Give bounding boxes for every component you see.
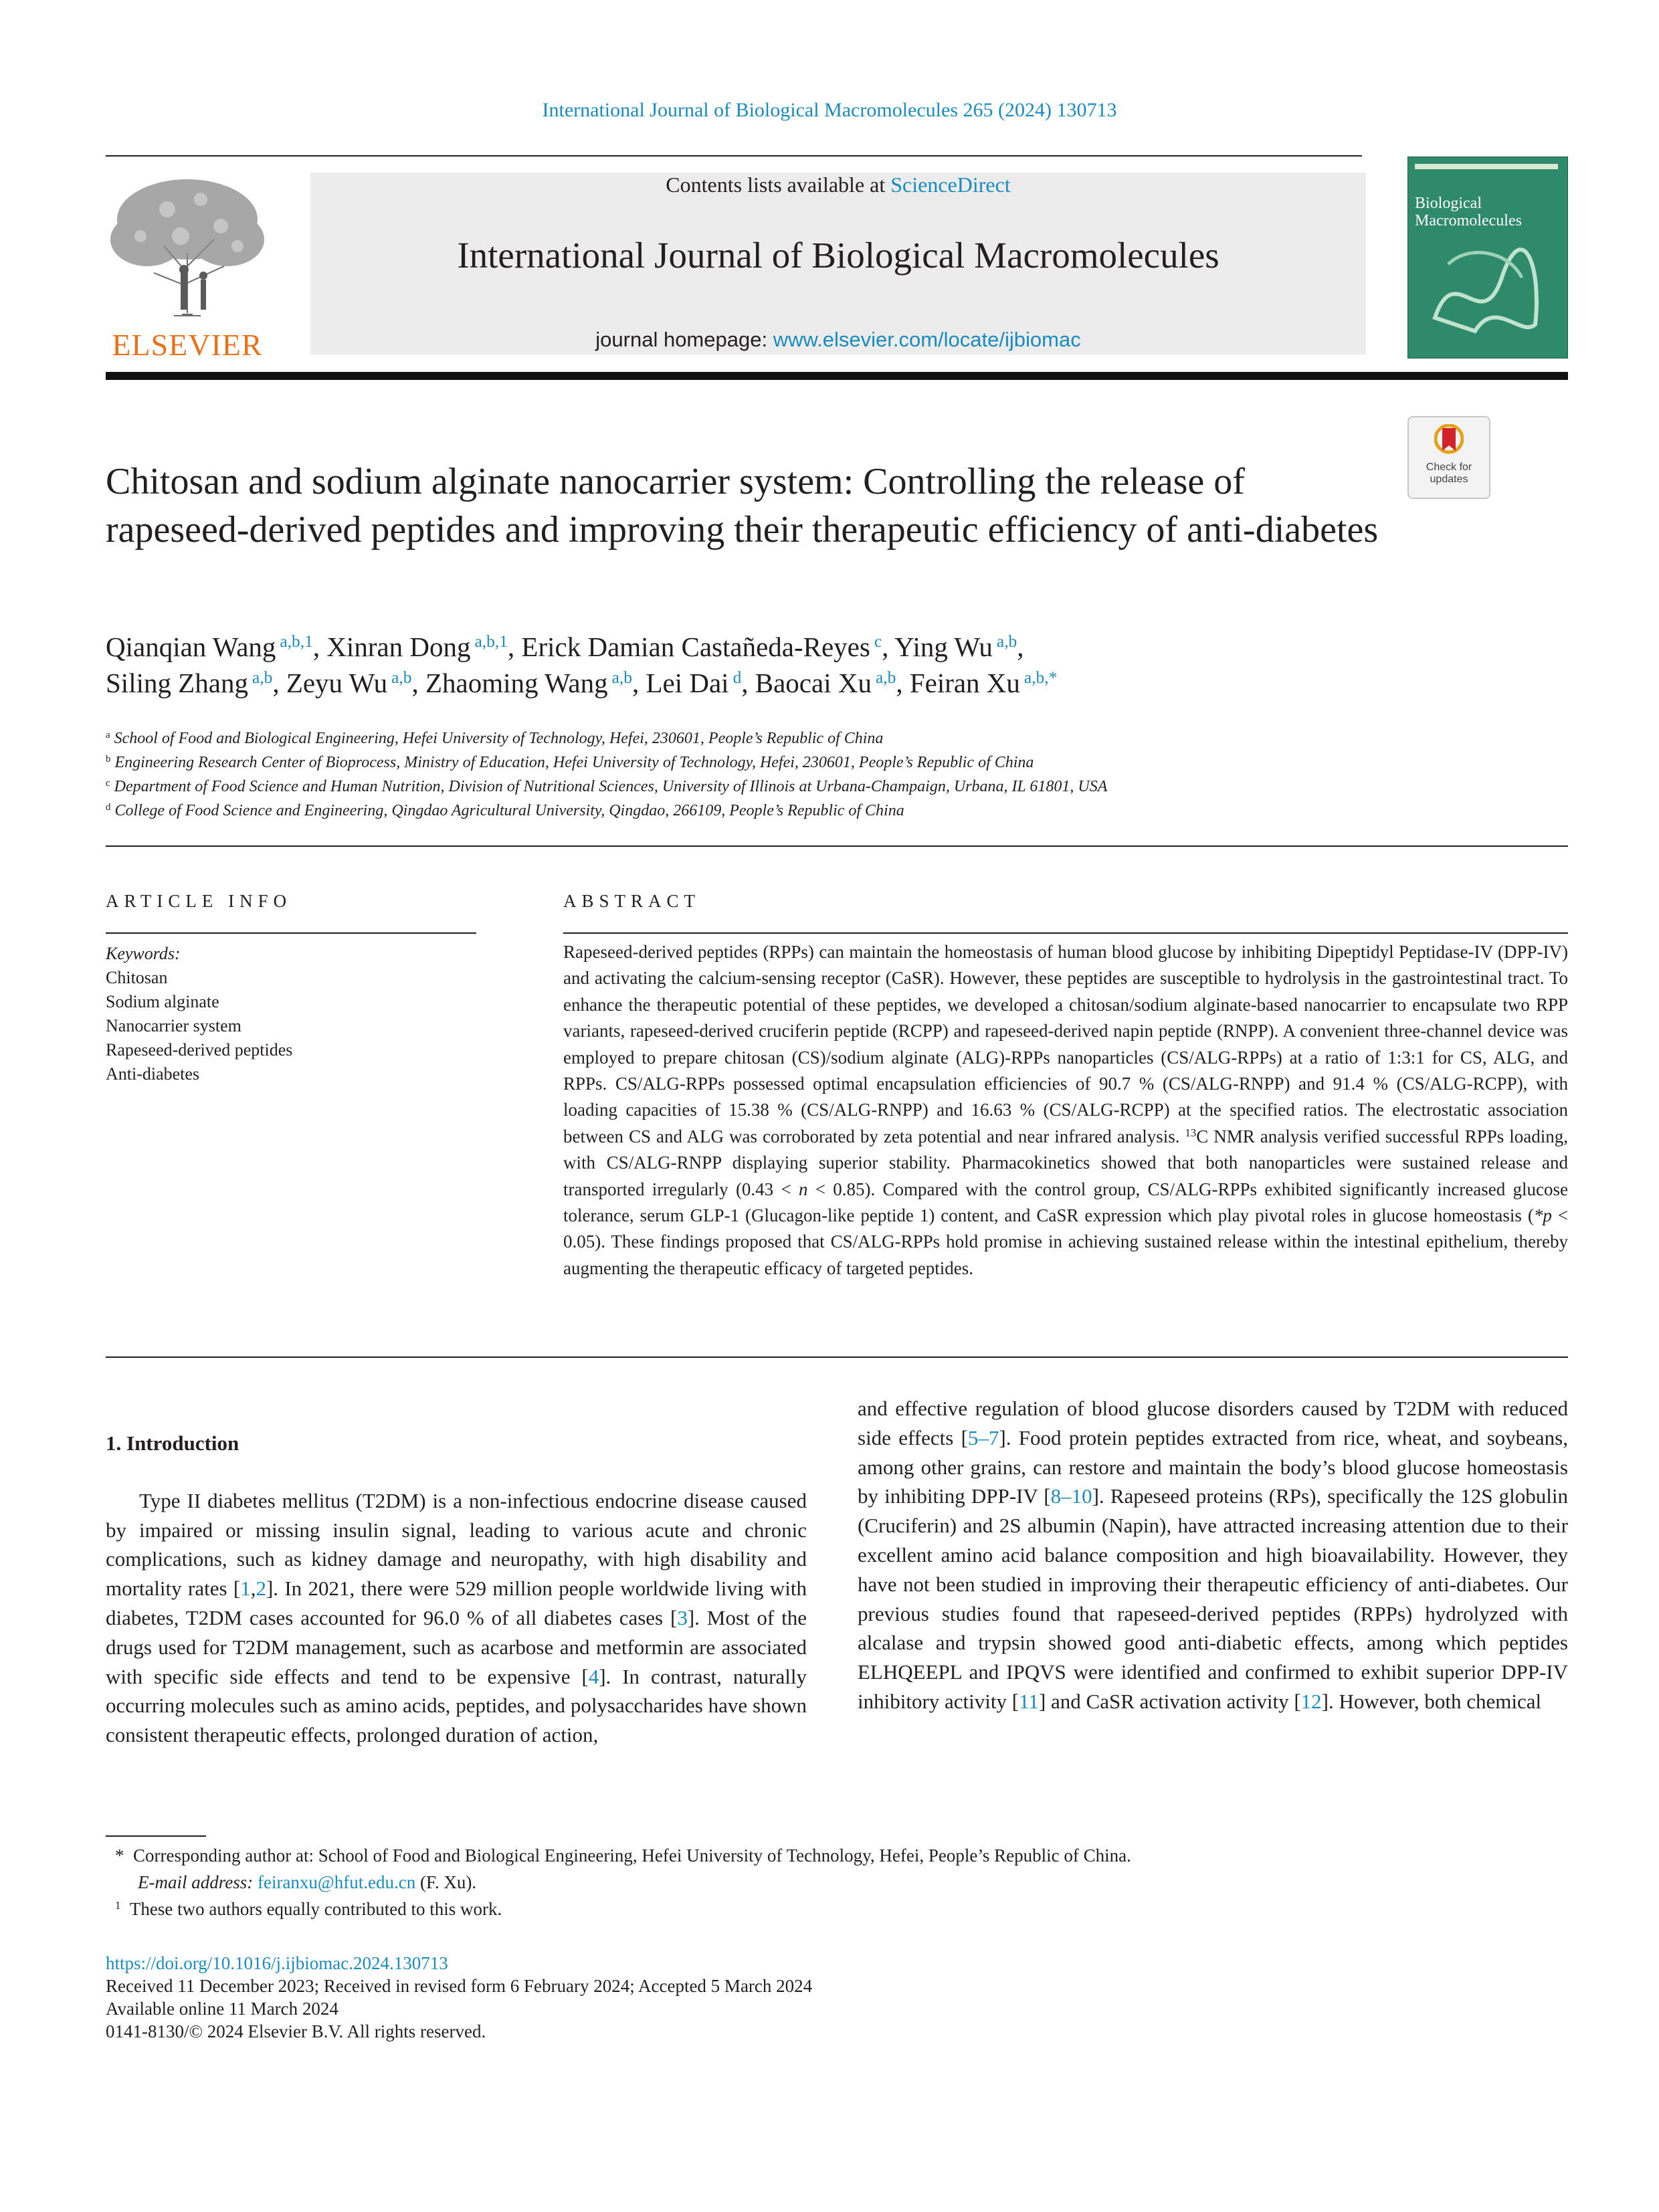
check-updates-line2: updates [1430, 474, 1468, 485]
author-name: Zeyu Wu [286, 668, 388, 698]
author-affiliation-marks[interactable]: a,b [875, 668, 896, 688]
author-name: Lei Dai [646, 668, 729, 698]
elsevier-logo[interactable] [100, 173, 274, 363]
footnotes [106, 1842, 1564, 1922]
abstract-heading: ABSTRACT [563, 891, 701, 911]
author[interactable] [910, 668, 1058, 698]
footnote-text: These two authors equally contributed to this work. [129, 1899, 502, 1919]
text-run: ]. In contrast, naturally occurring molecules such as amino acids, peptides, and polysaccharides have shown consistent therapeutic effects, prolonged duration of action, [106, 1664, 807, 1747]
footnote-rule [106, 1835, 206, 1837]
affiliation-item [106, 750, 1564, 775]
p-symbol: *p [1533, 1205, 1552, 1226]
author[interactable] [106, 668, 286, 698]
cover-protein-graphic [1422, 237, 1555, 344]
journal-title: International Journal of Biological Macromolecules [457, 235, 1219, 276]
author-affiliation-marks[interactable]: a,b [391, 668, 412, 688]
author-list [106, 629, 1564, 701]
citation-link[interactable]: 8–10 [1050, 1484, 1092, 1508]
journal-homepage-line [310, 328, 1366, 352]
affiliation-item [106, 726, 1564, 750]
author-name: Zhaoming Wang [425, 668, 608, 698]
equal-contribution-footnote [106, 1896, 1564, 1922]
abstract-bottom-rule [106, 1356, 1568, 1358]
affiliation-label: a [106, 729, 110, 740]
affiliation-list [106, 726, 1564, 823]
affiliation-text: School of Food and Biological Engineering, Hefei University of Technology, Hefei, 230601, People’s Republic of China [114, 730, 884, 747]
header-thick-rule [106, 372, 1568, 380]
author[interactable] [755, 668, 910, 698]
keywords-block [106, 942, 480, 1086]
text-run: and effective regulation of blood glucose disorders caused by T2DM with reduced side effects [ [858, 1397, 1568, 1449]
publication-info [106, 1952, 1564, 2043]
author-affiliation-marks[interactable]: a,b [611, 668, 632, 688]
text-run: , [250, 1577, 256, 1601]
doi-link[interactable]: https://doi.org/10.1016/j.ijbiomac.2024.130713 [106, 1953, 448, 1973]
check-for-updates-button[interactable] [1407, 416, 1490, 499]
keyword-item: Nanocarrier system [106, 1016, 241, 1035]
author-name: Feiran Xu [909, 668, 1020, 698]
author-name: Ying Wu [894, 631, 993, 662]
journal-cover-thumbnail[interactable] [1407, 157, 1568, 359]
received-dates: Received 11 December 2023; Received in revised form 6 February 2024; Accepted 5 March 2024 [106, 1976, 813, 1996]
sciencedirect-link[interactable]: ScienceDirect [890, 173, 1011, 197]
footnote-mark: * [115, 1845, 124, 1866]
text-run: ]. However, both chemical [1321, 1689, 1542, 1713]
affiliation-item [106, 775, 1564, 799]
citation-link[interactable]: 11 [1019, 1689, 1039, 1713]
author[interactable] [286, 668, 425, 698]
author-separator: , [312, 631, 327, 662]
affiliation-text: Engineering Research Center of Bioprocess, Ministry of Education, Hefei University of Technology, Hefei, 230601, People’s Republic of China [114, 754, 1034, 771]
email-link[interactable]: feiranxu@hfut.edu.cn [257, 1872, 416, 1892]
paper-title: Chitosan and sodium alginate nanocarrier system: Controlling the release of rapeseed-derived peptides and improving their therapeutic efficiency of anti-diabetes [106, 461, 1379, 550]
text-run: ]. Most of the drugs used for T2DM management, such as acarbose and metformin are associated with specific side effects and tend to be expensive [ [106, 1605, 807, 1688]
author-separator: , [272, 668, 286, 698]
citation-link[interactable]: 5–7 [967, 1425, 999, 1449]
author[interactable] [326, 631, 521, 662]
n-symbol: n [798, 1179, 808, 1199]
keyword-item: Rapeseed-derived peptides [106, 1040, 293, 1060]
author-separator: , [1017, 631, 1024, 662]
author-separator: , [411, 668, 425, 698]
author-separator: , [741, 668, 755, 698]
bookmark-icon [1434, 424, 1464, 459]
citation-link[interactable]: 1 [240, 1577, 251, 1601]
journal-homepage-link[interactable]: www.elsevier.com/locate/ijbiomac [773, 328, 1081, 351]
author-separator: , [631, 668, 646, 698]
author-affiliation-marks[interactable]: a,b [252, 668, 273, 688]
author-affiliation-marks[interactable]: a,b [996, 632, 1017, 651]
isotope-superscript: 13 [1185, 1126, 1197, 1139]
article-info-rule [106, 932, 476, 934]
text-run: ]. In 2021, there were 529 million people worldwide living with diabetes, T2DM cases accounted for 96.0 % of all diabetes cases [ [106, 1577, 807, 1629]
author[interactable] [106, 631, 326, 662]
cover-title: Biological Macromolecules [1415, 195, 1522, 229]
author-separator: , [882, 631, 895, 662]
contents-line [310, 173, 1366, 197]
contents-prefix: Contents lists available at [666, 173, 891, 197]
text-run: ]. Rapeseed proteins (RPs), specifically the 12S globulin (Cruciferin) and 2S albumin (Napin), have attracted increasing attention due to their excellent amino acid balance composition and high bioavailability. However, they have not been studied in improving their therapeutic efficiency of anti-diabetes. Our previous studies found that rapeseed-derived peptides (RPPs) hydrolyzed with alcalase and trypsin showed good anti-diabetic effects, among which peptides ELHQEEPL and IPQVS were identified and confirmed to exhibit superior DPP-IV inhibitory activity [ [858, 1484, 1568, 1713]
keyword-item: Chitosan [106, 968, 168, 987]
author[interactable] [894, 631, 1023, 662]
abstract-part: Rapeseed-derived peptides (RPPs) can maintain the homeostasis of human blood glucose by inhibiting Dipeptidyl Peptidase-IV (DPP-IV) and activating the calcium-sensing receptor (CaSR). However, these peptides are susceptible to hydrolysis in the gastrointestinal tract. To enhance the therapeutic potential of these peptides, we developed a chitosan/sodium alginate-based nanocarrier to encapsulate two RPP variants, rapeseed-derived cruciferin peptide (RCPP) and rapeseed-derived napin peptide (RNPP). A convenient three-channel device was employed to prepare chitosan (CS)/sodium alginate (ALG)-RPPs nanoparticles (CS/ALG-RPPs) at a ratio of 1:3:1 for CS, ALG, and RPPs. CS/ALG-RPPs possessed optimal encapsulation efficiencies of 90.7 % (CS/ALG-RNPP) and 91.4 % (CS/ALG-RCPP), with loading capacities of 15.38 % (CS/ALG-RNPP) and 16.63 % (CS/ALG-RCPP) at the specified ratios. The electrostatic association between CS and ALG was corroborated by zeta potential and near infrared analysis. [563, 942, 1568, 1146]
author[interactable] [646, 668, 755, 698]
affiliation-rule [106, 845, 1568, 847]
keyword-item: Anti-diabetes [106, 1064, 200, 1084]
abstract-text [563, 939, 1568, 1282]
affiliation-label: b [106, 753, 111, 765]
homepage-prefix: journal homepage: [595, 328, 773, 351]
intro-paragraph-1 [106, 1486, 807, 1750]
keyword-item: Sodium alginate [106, 992, 219, 1011]
citation-link[interactable]: 12 [1300, 1689, 1322, 1713]
abstract-rule [563, 932, 1568, 934]
author-affiliation-marks[interactable]: a,b,1 [474, 632, 508, 651]
author-name: Xinran Dong [326, 631, 471, 662]
author[interactable] [521, 631, 894, 662]
copyright-line: 0141-8130/© 2024 Elsevier B.V. All rights reserved. [106, 2021, 486, 2041]
header-rule [106, 155, 1362, 157]
author-name: Siling Zhang [106, 668, 248, 698]
affiliation-text: Department of Food Science and Human Nutrition, Division of Nutritional Sciences, University of Illinois at Urbana-Champaign, Urbana, IL 61801, USA [114, 778, 1108, 795]
author-affiliation-marks[interactable]: c [874, 632, 882, 651]
author-name: Baocai Xu [755, 668, 872, 698]
article-info-heading: ARTICLE INFO [106, 891, 292, 911]
corresponding-footnote [106, 1842, 1564, 1869]
abstract-part: C NMR analysis verified successful RPPs loading, with CS/ALG-RNPP displaying superior stability. Pharmacokinetics showed that both nanoparticles were sustained release and transported irregularly (0.43 < [563, 1126, 1568, 1199]
footnote-text: Corresponding author at: School of Food and Biological Engineering, Hefei University of Technology, Hefei, People’s Republic of China. [133, 1845, 1131, 1866]
text-run: Type II diabetes mellitus (T2DM) is a non-infectious endocrine disease caused by impaired or missing insulin signal, leading to various acute and chronic complications, such as kidney damage and neuropathy, with high disability and mortality rates [ [106, 1488, 807, 1601]
text-run: ]. Food protein peptides extracted from rice, wheat, and soybeans, among other grains, can restore and maintain the body’s blood glucose homeostasis by inhibiting DPP-IV [ [858, 1425, 1568, 1508]
elsevier-wordmark: ELSEVIER [112, 328, 263, 362]
citation-link[interactable]: 4 [588, 1664, 599, 1688]
check-updates-line1: Check for [1426, 462, 1472, 473]
author-affiliation-marks[interactable]: a,b,* [1023, 668, 1058, 688]
email-footnote [106, 1869, 1564, 1896]
abstract-part: < 0.85). Compared with the control group, CS/ALG-RPPs exhibited significantly increased glucose tolerance, serum GLP-1 (Glucagon-like peptide 1) content, and CaSR expression which play pivotal roles in glucose homeostasis ( [563, 1179, 1568, 1226]
author-separator: , [507, 631, 522, 662]
author[interactable] [425, 668, 646, 698]
abstract-part: < 0.05). These findings proposed that CS/ALG-RPPs hold promise in achieving sustained release within the intestinal epithelium, thereby augmenting the therapeutic efficacy of targeted peptides. [563, 1205, 1568, 1278]
intro-paragraph-1-continued [858, 1394, 1568, 1716]
affiliation-item [106, 799, 1564, 823]
available-online: Available online 11 March 2024 [106, 1999, 338, 2019]
email-label: E-mail address: [138, 1872, 258, 1892]
author-affiliation-marks[interactable]: d [733, 668, 742, 688]
email-suffix: (F. Xu). [415, 1872, 477, 1892]
affiliation-text: College of Food Science and Engineering, Qingdao Agricultural University, Qingdao, 266109, People’s Republic of China [114, 802, 904, 819]
body-column-right [858, 1394, 1568, 1716]
introduction-heading: 1. Introduction [106, 1431, 239, 1455]
journal-reference-link[interactable]: International Journal of Biological Macromolecules 265 (2024) 130713 [542, 99, 1117, 121]
author-name: Qianqian Wang [106, 631, 276, 662]
affiliation-label: c [106, 777, 110, 789]
cover-top-stripe [1415, 164, 1558, 169]
author-name: Erick Damian Castañeda-Reyes [521, 631, 870, 662]
author-separator: , [896, 668, 910, 698]
body-column-left [106, 1429, 807, 1750]
elsevier-tree-icon [100, 173, 274, 320]
footnote-mark: 1 [115, 1898, 121, 1912]
affiliation-label: d [106, 801, 111, 813]
citation-link[interactable]: 2 [256, 1577, 266, 1601]
citation-link[interactable]: 3 [677, 1605, 688, 1629]
text-run: ] and CaSR activation activity [ [1038, 1689, 1301, 1713]
keywords-label: Keywords: [106, 944, 181, 963]
author-affiliation-marks[interactable]: a,b,1 [280, 632, 313, 651]
